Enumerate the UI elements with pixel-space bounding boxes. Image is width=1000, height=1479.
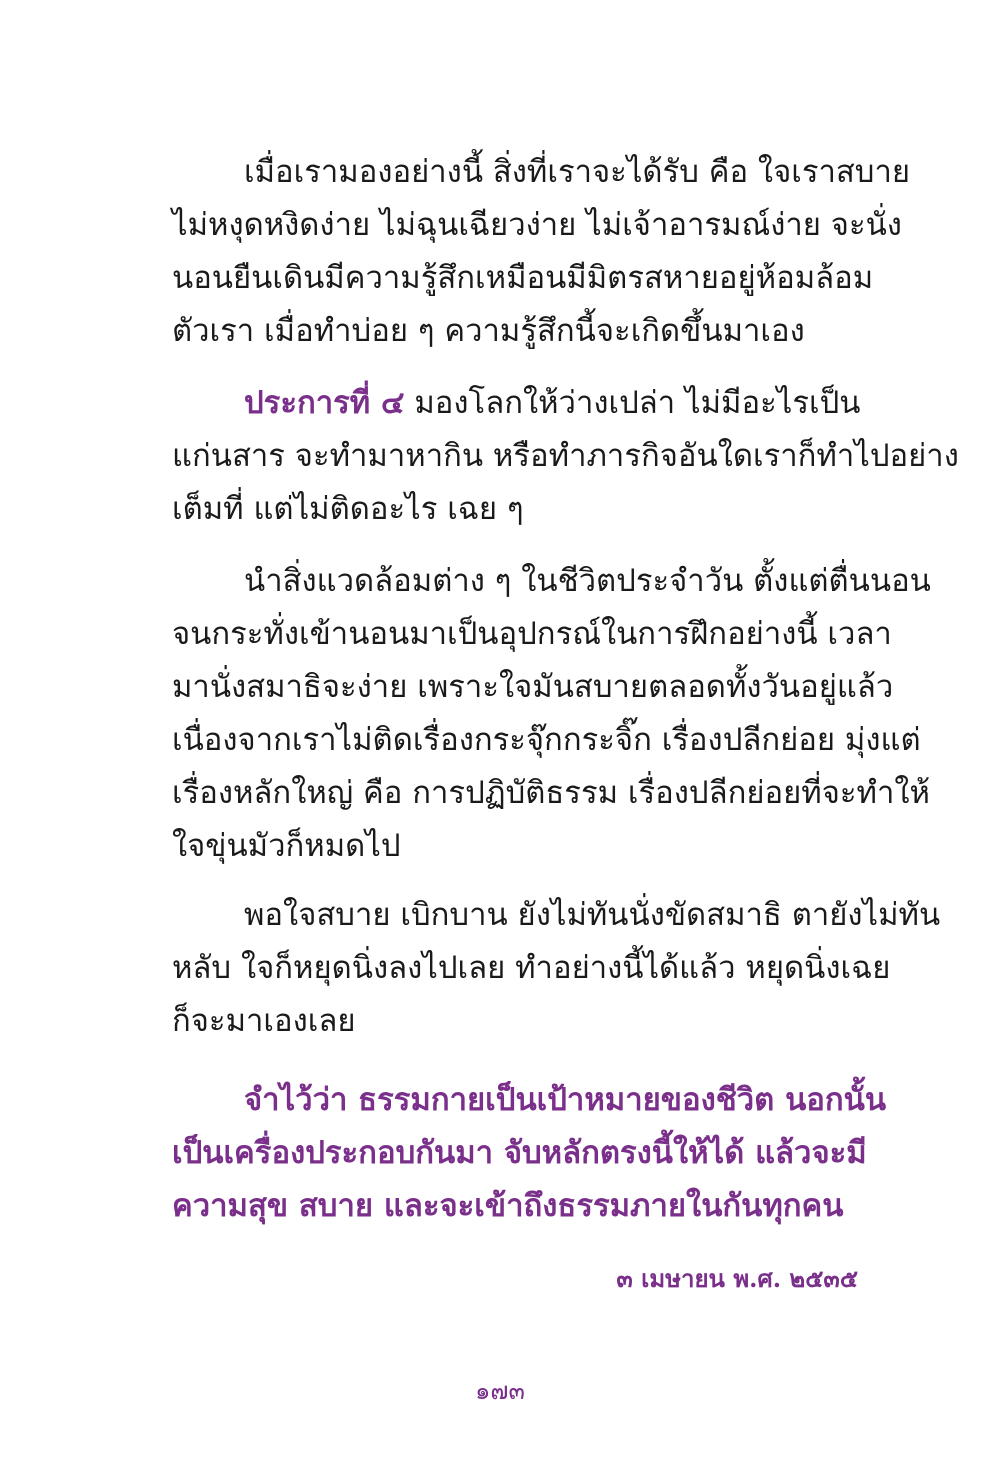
page-number: ๑๗๓: [475, 1377, 525, 1405]
paragraph-line: มานั่งสมาธิจะง่าย เพราะใจมันสบายตลอดทั้งวันอยู่แล้ว: [172, 669, 894, 705]
paragraph-line: ก็จะมาเองเลย: [172, 1003, 356, 1039]
paragraph-line: พอใจสบาย เบิกบาน ยังไม่ทันนั่งขัดสมาธิ ตายังไม่ทัน: [244, 897, 941, 933]
paragraph-line: เนื่องจากเราไม่ติดเรื่องกระจุ๊กกระจิ๊ก เรื่องปลีกย่อย มุ่งแต่: [172, 722, 921, 758]
paragraph-line: จนกระทั่งเข้านอนมาเป็นอุปกรณ์ในการฝึกอย่างนี้ เวลา: [172, 616, 892, 652]
paragraph-line: แก่นสาร จะทำมาหากิน หรือทำภารกิจอันใดเราก็ทำไปอย่าง: [172, 438, 959, 474]
point-heading: ประการที่ ๔: [244, 385, 405, 421]
date-line: ๓ เมษายน พ.ศ. ๒๕๓๕: [616, 1264, 858, 1293]
paragraph-line: เรื่องหลักใหญ่ คือ การปฏิบัติธรรม เรื่องปลีกย่อยที่จะทำให้: [172, 775, 930, 811]
quote-line: เป็นเครื่องประกอบกันมา จับหลักตรงนี้ให้ได้ แล้วจะมี: [172, 1135, 867, 1171]
paragraph-line: ใจขุ่นมัวก็หมดไป: [172, 828, 401, 864]
paragraph-first-line: [244, 381, 861, 425]
paragraph-line: นำสิ่งแวดล้อมต่าง ๆ ในชีวิตประจำวัน ตั้งแต่ตื่นนอน: [244, 563, 931, 599]
quote-line: ความสุข สบาย และจะเข้าถึงธรรมภายในกันทุกคน: [172, 1188, 844, 1224]
paragraph-line: มองโลกให้ว่างเปล่า ไม่มีอะไรเป็น: [414, 385, 861, 421]
quote-line: จำไว้ว่า ธรรมกายเป็นเป้าหมายของชีวิต นอกนั้น: [244, 1082, 887, 1118]
paragraph-line: เมื่อเรามองอย่างนี้ สิ่งที่เราจะได้รับ คือ ใจเราสบาย: [244, 154, 911, 190]
paragraph-line: นอนยืนเดินมีความรู้สึกเหมือนมีมิตรสหายอยู่ห้อมล้อม: [172, 260, 874, 296]
paragraph-line: ตัวเรา เมื่อทำบ่อย ๆ ความรู้สึกนี้จะเกิดขึ้นมาเอง: [172, 313, 805, 349]
paragraph-line: เต็มที่ แต่ไม่ติดอะไร เฉย ๆ: [172, 491, 524, 527]
paragraph-line: ไม่หงุดหงิดง่าย ไม่ฉุนเฉียวง่าย ไม่เจ้าอารมณ์ง่าย จะนั่ง: [172, 207, 902, 243]
paragraph-line: หลับ ใจก็หยุดนิ่งลงไปเลย ทำอย่างนี้ได้แล้ว หยุดนิ่งเฉย: [172, 950, 891, 986]
